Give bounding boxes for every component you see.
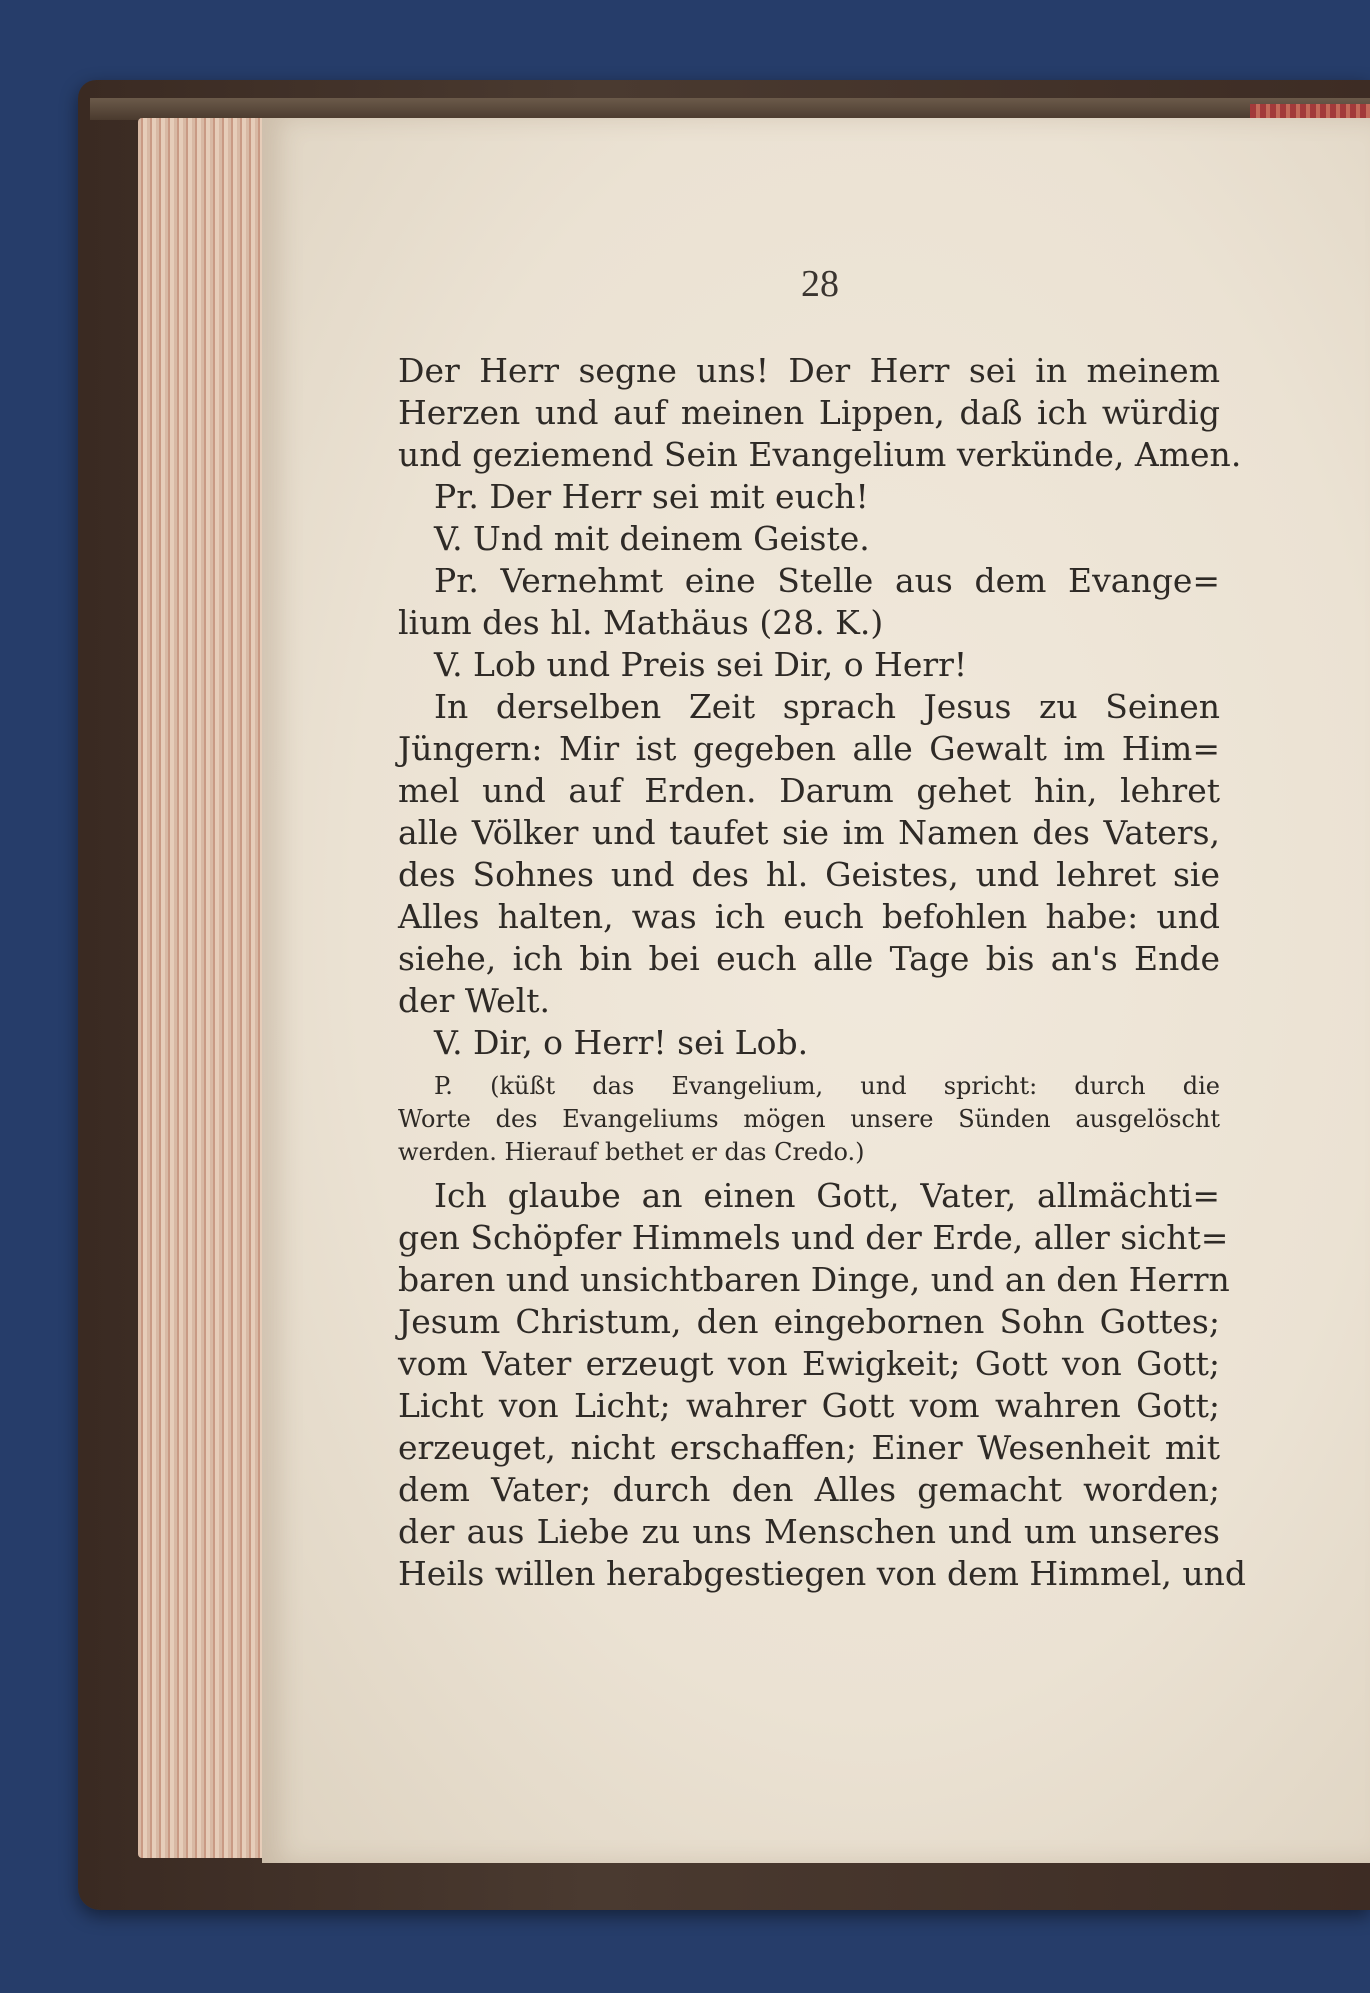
- text-line: gen Schöpfer Himmels und der Erde, aller sicht=: [398, 1218, 1229, 1257]
- text-line: Pr. Der Herr sei mit euch!: [434, 477, 869, 516]
- text-line: P. (küßt das Evangelium, und spricht: durch die: [434, 1072, 1220, 1100]
- text-line: dem Vater; durch den Alles gemacht worden;: [398, 1470, 1220, 1509]
- text-line: des Sohnes und des hl. Geistes, und lehret sie: [398, 855, 1220, 894]
- text-line: der aus Liebe zu uns Menschen und um unseres: [398, 1512, 1220, 1551]
- text-line: mel und auf Erden. Darum gehet hin, lehret: [398, 771, 1220, 810]
- text-line: und geziemend Sein Evangelium verkünde, Amen.: [398, 435, 1242, 474]
- text-line: Pr. Vernehmt eine Stelle aus dem Evange=: [434, 561, 1220, 600]
- text-line: der Welt.: [398, 981, 550, 1020]
- text-line: Jesum Christum, den eingebornen Sohn Gottes;: [398, 1302, 1220, 1341]
- text-line: Alles halten, was ich euch befohlen habe: und: [398, 897, 1220, 936]
- text-line: Ich glaube an einen Gott, Vater, allmächti=: [434, 1176, 1220, 1215]
- text-line: V. Lob und Preis sei Dir, o Herr!: [434, 645, 968, 684]
- text-line: erzeuget, nicht erschaffen; Einer Wesenheit mit: [398, 1428, 1220, 1467]
- text-line: Heils willen herabgestiegen von dem Himmel, und: [398, 1554, 1247, 1593]
- text-line: Jüngern: Mir ist gegeben alle Gewalt im Him=: [398, 729, 1220, 768]
- text-line: V. Und mit deinem Geiste.: [434, 519, 870, 558]
- text-line: Licht von Licht; wahrer Gott vom wahren Gott;: [398, 1386, 1220, 1425]
- text-line: alle Völker und taufet sie im Namen des Vaters,: [398, 813, 1220, 852]
- page-number: 28: [801, 263, 839, 305]
- text-line: werden. Hierauf bethet er das Credo.): [398, 1138, 865, 1166]
- text-line: lium des hl. Mathäus (28. K.): [398, 603, 884, 642]
- text-line: siehe, ich bin bei euch alle Tage bis an's Ende: [398, 939, 1220, 978]
- text-line: Herzen und auf meinen Lippen, daß ich würdig: [398, 393, 1220, 432]
- text-line: vom Vater erzeugt von Ewigkeit; Gott von Gott;: [398, 1344, 1220, 1383]
- book-top-edge: [90, 98, 1370, 120]
- text-line: Worte des Evangeliums mögen unsere Sünden ausgelöscht: [398, 1105, 1220, 1133]
- text-line: baren und unsichtbaren Dinge, und an den Herrn: [398, 1260, 1230, 1299]
- text-line: V. Dir, o Herr! sei Lob.: [434, 1023, 809, 1062]
- page-stack-edges: [138, 118, 268, 1858]
- text-line: Der Herr segne uns! Der Herr sei in meinem: [398, 351, 1220, 390]
- text-line: In derselben Zeit sprach Jesus zu Seinen: [434, 687, 1220, 726]
- page-text: [398, 350, 1247, 1595]
